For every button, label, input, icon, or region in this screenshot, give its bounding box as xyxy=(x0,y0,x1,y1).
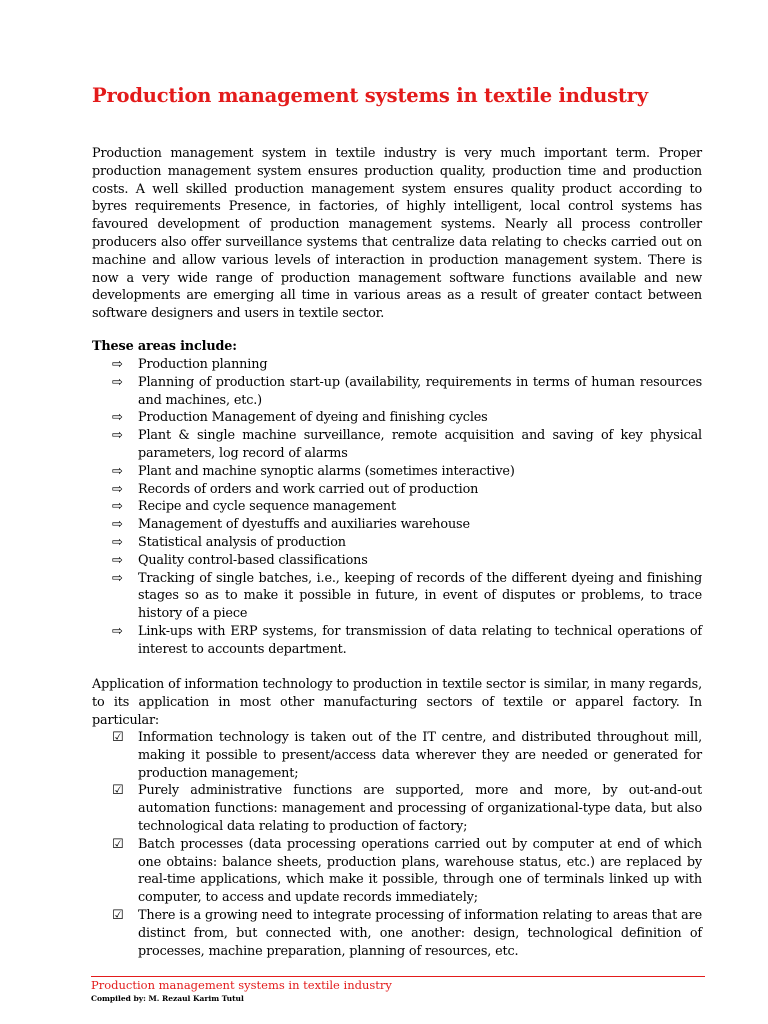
arrow-bullet-icon: ⇨ xyxy=(112,481,123,497)
particular-list-item xyxy=(92,729,702,782)
particular-list-item-text: Purely administrative functions are supported, more and more, by out-and-out automation functions: management and processing of organizational-type data, but also technological data relating to production of factory; xyxy=(138,783,702,834)
area-list-item xyxy=(92,570,702,623)
arrow-bullet-icon: ⇨ xyxy=(112,410,123,426)
area-list-item xyxy=(92,427,702,463)
particular-list-item xyxy=(92,836,702,907)
area-list-item-text: Recipe and cycle sequence management xyxy=(138,499,397,515)
area-list-item xyxy=(92,374,702,410)
footer-title: Production management systems in textile industry xyxy=(91,978,392,992)
area-list-item-text: Plant & single machine surveillance, remote acquisition and saving of key physical parameters, log record of alarms xyxy=(138,428,702,461)
arrow-bullet-icon: ⇨ xyxy=(112,517,123,533)
area-list-item-text: Production planning xyxy=(138,357,268,372)
areas-list xyxy=(92,356,702,659)
checkbox-checked-icon: ☑ xyxy=(112,907,124,923)
application-paragraph: Application of information technology to production in textile sector is similar, in many regards, to its application in most other manufacturing sectors of textile or apparel factory. In particular: xyxy=(92,677,702,728)
area-list-item-text: Plant and machine synoptic alarms (sometimes interactive) xyxy=(138,463,515,479)
area-list-item-text: Link-ups with ERP systems, for transmission of data relating to technical operations of interest to accounts department. xyxy=(138,623,702,657)
area-list-item-text: Management of dyestuffs and auxiliaries warehouse xyxy=(138,517,470,533)
area-list-item xyxy=(92,481,702,499)
area-list-item xyxy=(92,552,702,570)
area-list-item xyxy=(92,409,702,427)
area-list-item xyxy=(92,356,702,374)
particular-list-item xyxy=(92,782,702,835)
arrow-bullet-icon: ⇨ xyxy=(112,463,123,479)
checkbox-checked-icon: ☑ xyxy=(112,836,124,852)
arrow-bullet-icon: ⇨ xyxy=(112,357,123,372)
area-list-item-text: Production Management of dyeing and finishing cycles xyxy=(138,410,488,426)
arrow-bullet-icon: ⇨ xyxy=(112,499,123,515)
particular-list-item-text: There is a growing need to integrate processing of information relating to areas that are distinct from, but connected with, one another: design, technological definition of processes, machine preparation, planning of resources, etc. xyxy=(138,907,702,959)
area-list-item-text: Tracking of single batches, i.e., keeping of records of the different dyeing and finishing stages so as to make it possible in future, in event of disputes or problems, to trace history of a piece xyxy=(138,570,702,622)
particular-list-item-text: Information technology is taken out of the IT centre, and distributed throughout mill, making it possible to present/access data wherever they are needed or generated for production management; xyxy=(138,730,702,781)
checkbox-checked-icon: ☑ xyxy=(112,730,124,745)
particular-list-item-text: Batch processes (data processing operations carried out by computer at end of which one obtains: balance sheets, production plans, warehouse status, etc.) are replaced by real-time applications, which make it possible, through one of terminals linked up with computer, to access and update records immediately; xyxy=(138,836,702,906)
intro-paragraph: Production management system in textile industry is very much important term. Proper production management system ensures production quality, production time and production costs. A well skilled production management system ensures quality product according to byres requirements Presence, in factories, of highly intelligent, local control systems has favoured development of production management systems. Nearly all process controller producers also offer surveillance systems that centralize data relating to checks carried out on machine and allow various levels of interaction in production management system. There is now a very wide range of production management software functions available and new developments are emerging all time in various areas as a result of greater contact between software designers and users in textile sector. xyxy=(92,146,702,322)
area-list-item-text: Planning of production start-up (availability, requirements in terms of human resources and machines, etc.) xyxy=(138,374,702,408)
arrow-bullet-icon: ⇨ xyxy=(112,623,123,639)
particular-list-item xyxy=(92,907,702,960)
page-title: Production management systems in textile industry xyxy=(92,84,648,107)
area-list-item-text: Statistical analysis of production xyxy=(138,534,346,550)
arrow-bullet-icon: ⇨ xyxy=(112,534,123,550)
area-list-item-text: Quality control-based classifications xyxy=(138,552,368,568)
area-list-item xyxy=(92,623,702,659)
areas-heading: These areas include: xyxy=(92,339,237,354)
footer-divider xyxy=(91,976,705,977)
area-list-item-text: Records of orders and work carried out of production xyxy=(138,481,479,497)
footer-credit: Compiled by: M. Rezaul Karim Tutul xyxy=(91,994,244,1003)
area-list-item xyxy=(92,463,702,481)
area-list-item xyxy=(92,498,702,516)
particulars-list xyxy=(92,729,702,960)
arrow-bullet-icon: ⇨ xyxy=(112,552,123,568)
area-list-item xyxy=(92,534,702,552)
arrow-bullet-icon: ⇨ xyxy=(112,374,123,390)
arrow-bullet-icon: ⇨ xyxy=(112,570,123,586)
area-list-item xyxy=(92,516,702,534)
checkbox-checked-icon: ☑ xyxy=(112,783,124,799)
arrow-bullet-icon: ⇨ xyxy=(112,428,123,444)
